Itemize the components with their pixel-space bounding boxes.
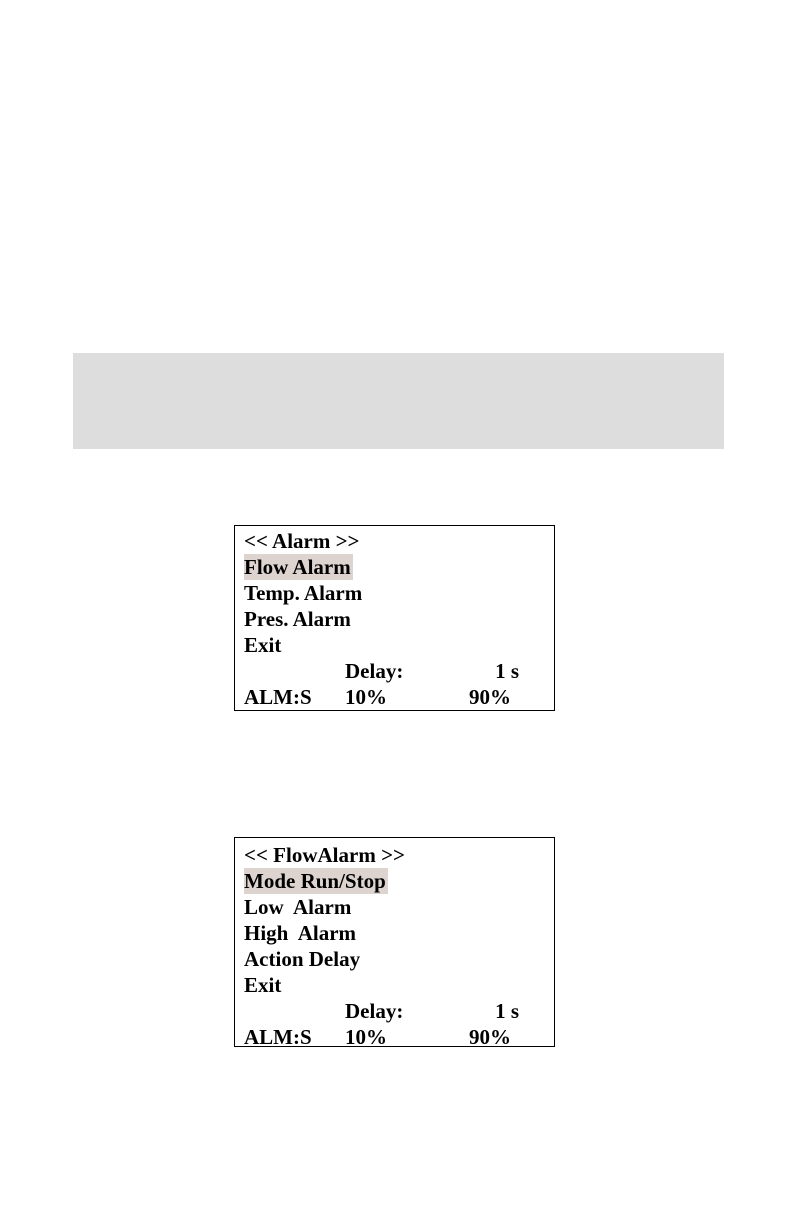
menu-title: << FlowAlarm >> [244, 843, 406, 867]
alarm-menu-screen [234, 525, 555, 711]
status-label: ALM:S [244, 1025, 312, 1049]
menu-item-temp-alarm[interactable] [235, 580, 554, 606]
menu-item-label: High Alarm [244, 921, 357, 945]
status-label: ALM:S [244, 685, 312, 709]
high-alarm-value: 90% [469, 1025, 511, 1049]
gray-band [73, 353, 724, 449]
menu-item-exit[interactable] [235, 632, 554, 658]
menu-title-row [235, 842, 554, 868]
menu-item-label: Flow Alarm [244, 555, 351, 579]
flow-alarm-menu-screen [234, 837, 555, 1047]
menu-item-label: Exit [244, 633, 282, 657]
low-alarm-value: 10% [345, 1025, 387, 1049]
status-row [235, 684, 554, 710]
menu-title: << Alarm >> [244, 529, 360, 553]
menu-title-row [235, 528, 554, 554]
menu-item-label: Temp. Alarm [244, 581, 363, 605]
menu-item-label: Action Delay [244, 947, 361, 971]
menu-item-low-alarm[interactable] [235, 894, 554, 920]
delay-label: Delay: [345, 999, 404, 1023]
menu-item-label: Low Alarm [244, 895, 352, 919]
menu-item-mode-run-stop[interactable] [235, 868, 554, 894]
high-alarm-value: 90% [469, 685, 511, 709]
menu-item-label: Pres. Alarm [244, 607, 351, 631]
menu-item-label: Mode Run/Stop [244, 869, 386, 893]
status-row [235, 1024, 554, 1050]
delay-value: 1 s [495, 999, 519, 1023]
delay-value: 1 s [495, 659, 519, 683]
menu-item-high-alarm[interactable] [235, 920, 554, 946]
low-alarm-value: 10% [345, 685, 387, 709]
menu-item-pres-alarm[interactable] [235, 606, 554, 632]
menu-item-action-delay[interactable] [235, 946, 554, 972]
delay-row [235, 658, 554, 684]
delay-row [235, 998, 554, 1024]
menu-item-label: Exit [244, 973, 282, 997]
delay-label: Delay: [345, 659, 404, 683]
menu-item-flow-alarm[interactable] [235, 554, 554, 580]
menu-item-exit[interactable] [235, 972, 554, 998]
